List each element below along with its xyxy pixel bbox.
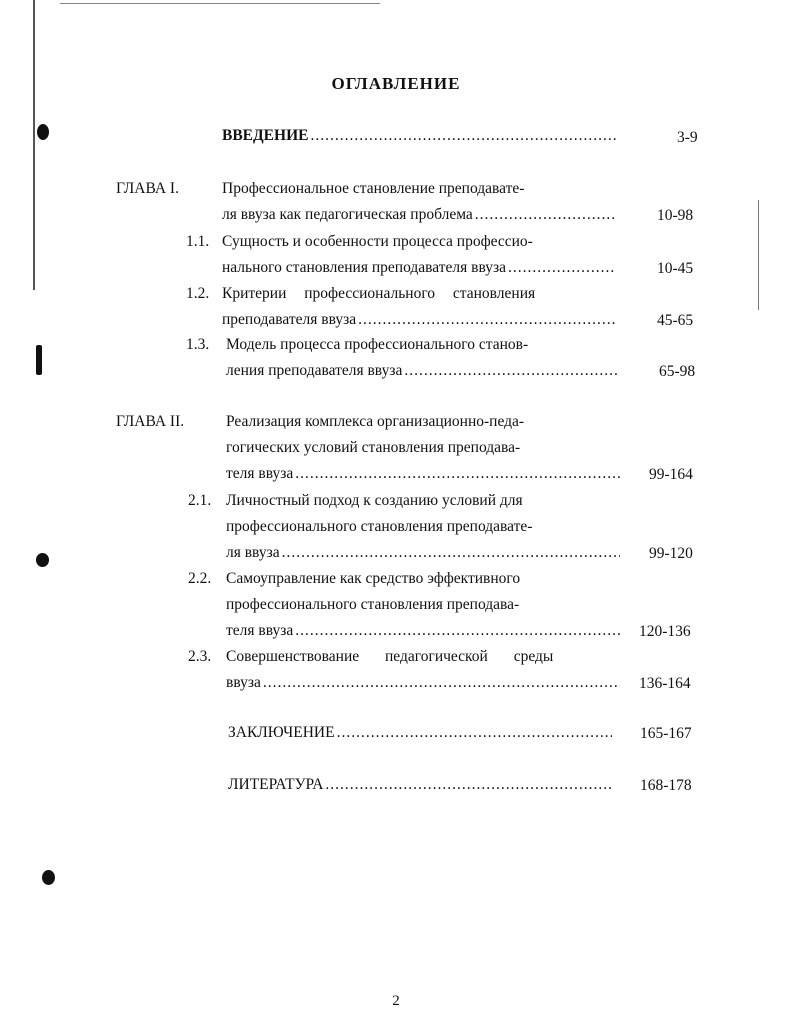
dot-leader <box>358 311 616 329</box>
section-1-2-pages: 45-65 <box>657 312 694 329</box>
toc-row-intro <box>222 127 618 145</box>
section-2-3-pages: 136-164 <box>639 675 691 692</box>
chapter2-label: ГЛАВА II. <box>116 413 185 430</box>
section-1-1-number: 1.1. <box>186 233 210 250</box>
dot-leader <box>508 259 616 277</box>
section-1-3-pages: 65-98 <box>659 363 696 380</box>
scan-speck <box>36 345 42 375</box>
toc-row-chapter1 <box>222 206 618 224</box>
toc-row-section-1-1 <box>222 259 618 277</box>
chapter2-title-line2: гогических условий становления преподава- <box>226 439 521 456</box>
chapter1-label: ГЛАВА I. <box>116 180 179 197</box>
section-2-3-number: 2.3. <box>188 648 212 665</box>
dot-leader <box>295 622 620 640</box>
chapter2-title-line3: теля ввуза <box>226 465 294 482</box>
toc-row-section-2-3 <box>226 674 622 692</box>
section-1-3-line1: Модель процесса профессионального станов- <box>226 336 529 353</box>
section-2-2-line3: теля ввуза <box>226 622 294 639</box>
scan-speck <box>37 124 49 140</box>
section-1-2-number: 1.2. <box>186 285 210 302</box>
conclusion-pages: 165-167 <box>640 725 692 742</box>
dot-leader <box>282 544 620 562</box>
toc-row-conclusion <box>228 724 614 742</box>
chapter1-title-line2: ля ввуза как педагогическая проблема <box>222 206 473 223</box>
section-1-2-line1: Критерии профессионального становления <box>222 285 536 302</box>
chapter1-pages: 10-98 <box>657 207 694 224</box>
dot-leader <box>310 127 616 145</box>
section-2-1-number: 2.1. <box>188 492 212 509</box>
section-1-1-pages: 10-45 <box>657 260 694 277</box>
section-1-1-line1: Сущность и особенности процесса профессио- <box>222 233 533 250</box>
literature-pages: 168-178 <box>640 777 692 794</box>
section-2-1-pages: 99-120 <box>649 545 693 562</box>
page-title: ОГЛАВЛЕНИЕ <box>331 74 461 93</box>
toc-row-chapter2 <box>226 465 622 483</box>
toc-row-literature <box>228 776 614 794</box>
section-2-2-line2: профессионального становления преподава- <box>226 596 520 613</box>
section-2-3-line1: Совершенствование педагогической среды <box>226 648 554 665</box>
chapter2-pages: 99-164 <box>649 466 693 483</box>
dot-leader <box>263 674 620 692</box>
page-number: 2 <box>392 993 400 1009</box>
toc-row-section-2-1 <box>226 544 622 562</box>
dot-leader <box>295 465 620 483</box>
scan-speck <box>42 870 55 885</box>
section-2-1-line2: профессионального становления преподавате- <box>226 518 533 535</box>
dot-leader <box>325 776 612 794</box>
toc-row-section-1-2 <box>222 311 618 329</box>
dot-leader <box>404 362 620 380</box>
section-1-1-line2: нального становления преподавателя ввуза <box>222 259 506 276</box>
dot-leader <box>337 724 612 742</box>
dot-leader <box>475 206 616 224</box>
section-1-3-line2: ления преподавателя ввуза <box>226 362 403 379</box>
literature-label: ЛИТЕРАТУРА <box>228 776 324 793</box>
toc-intro-label: ВВЕДЕНИЕ <box>222 127 309 144</box>
section-2-2-line1: Самоуправление как средство эффективного <box>226 570 521 587</box>
toc-intro-pages: 3-9 <box>677 129 698 146</box>
conclusion-label: ЗАКЛЮЧЕНИЕ <box>228 724 335 741</box>
section-2-2-pages: 120-136 <box>639 623 691 640</box>
scan-speck <box>36 553 49 567</box>
section-2-2-number: 2.2. <box>188 570 212 587</box>
chapter1-title-line1: Профессиональное становление преподавате- <box>222 180 525 197</box>
scan-edge-right <box>758 200 759 310</box>
section-1-3-number: 1.3. <box>186 336 210 353</box>
section-2-1-line1: Личностный подход к созданию условий для <box>226 492 523 509</box>
scan-edge-top <box>60 3 380 4</box>
chapter2-title-line1: Реализация комплекса организационно-педа- <box>226 413 525 430</box>
toc-row-section-2-2 <box>226 622 622 640</box>
section-1-2-line2: преподавателя ввуза <box>222 311 357 328</box>
scan-edge-left <box>33 0 35 290</box>
section-2-1-line3: ля ввуза <box>226 544 280 561</box>
section-2-3-line2: ввуза <box>226 674 261 691</box>
toc-row-section-1-3 <box>226 362 622 380</box>
